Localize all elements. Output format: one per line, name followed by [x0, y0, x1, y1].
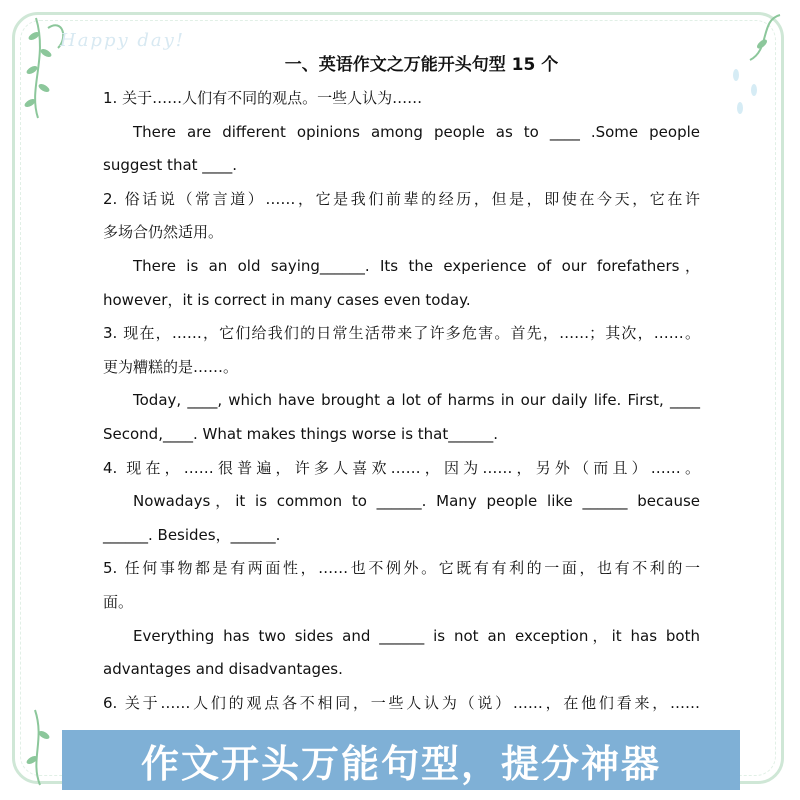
text-line-1: 1. 关于……人们有不同的观点。一些人认为…… — [103, 89, 423, 107]
text-line-17: Everything has two sides and ______ is not an exception，it has both — [133, 626, 700, 645]
text-line-9: 更为糟糕的是……。 — [103, 357, 239, 376]
vine-decoration-left-icon — [8, 8, 88, 128]
text-line-15: 5. 任何事物都是有两面性，……也不例外。它既有有利的一面，也有不利的一 — [103, 559, 700, 578]
text-line-7: however，it is correct in many cases even today. — [103, 290, 471, 309]
banner-text: 作文开头万能句型，提分神器 — [140, 741, 661, 786]
text-line-5: 多场合仍然适用。 — [103, 223, 224, 242]
text-line-6: There is an old saying______. Its the experience of our forefathers， — [133, 256, 700, 275]
happy-day-watermark: Happy day! — [60, 30, 186, 51]
text-line-13: Nowadays，it is common to ______. Many people like ______ because — [133, 492, 700, 511]
text-line-8: 3. 现在，……，它们给我们的日常生活带来了许多危害。首先，……；其次，……。 — [103, 324, 700, 343]
text-line-11: Second,____. What makes things worse is that______. — [103, 424, 499, 443]
text-line-12: 4. 现在，……很普遍，许多人喜欢……，因为……，另外（而且）……。 — [103, 458, 700, 477]
text-line-16: 面。 — [103, 592, 134, 611]
text-line-3: suggest that ____. — [103, 156, 238, 175]
text-line-4: 2. 俗话说（常言道）……，它是我们前辈的经历，但是，即使在今天，它在许 — [103, 189, 700, 208]
document-title: 一、英语作文之万能开头句型 15 个 — [284, 55, 559, 75]
text-line-10: Today, ____, which have brought a lot of harms in our daily life. First, ____ — [133, 391, 700, 410]
document-body — [103, 48, 700, 720]
text-line-2: There are different opinions among people as to ____ .Some people — [133, 122, 700, 141]
raindrop-decoration-icon — [726, 60, 766, 120]
text-line-18: advantages and disadvantages. — [103, 660, 343, 679]
text-line-19: 6. 关于……人们的观点各不相同，一些人认为（说）……，在他们看来，…… — [103, 693, 700, 712]
text-line-14: ______. Besides，______. — [103, 525, 281, 544]
promo-banner — [62, 730, 740, 790]
